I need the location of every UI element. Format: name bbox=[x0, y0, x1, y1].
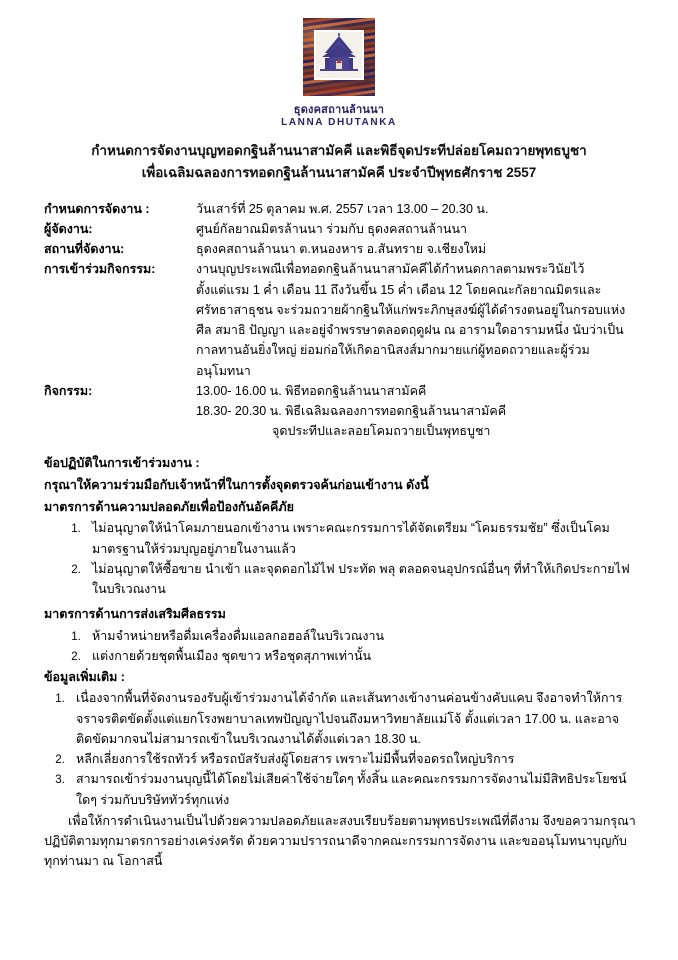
list-item: 2. ไม่อนุญาตให้ซื้อขาย นำเข้า และจุดดอกไม้ไฟ ประทัด พลุ ตลอดจนอุปกรณ์อื่นๆ ที่ทำให้เกิดประกายไฟในบริเวณงาน bbox=[84, 559, 638, 600]
activity-line: 13.00- 16.00 น. พิธีทอดกฐินล้านนาสามัคคี bbox=[196, 383, 427, 398]
info-row-organizer bbox=[44, 219, 638, 239]
list-item: 2. แต่งกายด้วยชุดพื้นเมือง ชุดขาว หรือชุดสุภาพเท่านั้น bbox=[84, 646, 638, 666]
label-venue: สถานที่จัดงาน: bbox=[44, 242, 125, 257]
document-body bbox=[0, 199, 678, 872]
list-item: 1. ไม่อนุญาตให้นำโคมภายนอกเข้างาน เพราะคณะกรรมการได้จัดเตรียม “โคมธรรมชัย” ซึ่งเป็นโคมมาตรฐานให้ร่วมบุญอยู่ภายในงานแล้ว bbox=[84, 518, 638, 559]
list-item: 2. หลีกเลี่ยงการใช้รถทัวร์ หรือรถบัสรับส่งผู้โดยสาร เพราะไม่มีพื้นที่จอดรถใหญ่บริการ bbox=[68, 749, 638, 769]
pavilion-icon bbox=[314, 30, 364, 80]
list-item: 3. สามารถเข้าร่วมงานบุญนี้ได้โดยไม่เสียค่าใช้จ่ายใดๆ ทั้งสิ้น และคณะกรรมการจัดงานไม่มีสิทธิประโยชน์ใดๆ ร่วมกับบริษัททัวร์ทุกแห่ง bbox=[68, 769, 638, 810]
activity-line-indented: จุดประทีปและลอยโคมถวายเป็นพุทธบูชา bbox=[272, 424, 491, 439]
participation-line: ศีล สมาธิ ปัญญา และอยู่จำพรรษาตลอดฤดูฝน ณ อารามใดอารามหนึ่ง นับว่าเป็น bbox=[196, 323, 624, 338]
participation-line: กาลทานอันยิ่งใหญ่ ย่อมก่อให้เกิดอานิสงส์มากมายแก่ผู้ทอดถวายและผู้ร่วม bbox=[196, 343, 590, 358]
regulations-heading: ข้อปฏิบัติในการเข้าร่วมงาน : bbox=[44, 455, 200, 470]
morality-list bbox=[44, 626, 638, 667]
label-organizer: ผู้จัดงาน: bbox=[44, 221, 93, 236]
participation-line: อนุโมทนา bbox=[196, 363, 251, 378]
document-title bbox=[0, 140, 678, 185]
spacer bbox=[44, 442, 638, 451]
list-item: 1. ห้ามจำหน่ายหรือดื่มเครื่องดื่มแอลกอฮอล์ในบริเวณงาน bbox=[84, 626, 638, 646]
info-row-schedule bbox=[44, 199, 638, 219]
info-row-participation bbox=[44, 259, 638, 381]
participation-line: งานบุญประเพณีเพื่อทอดกฐินล้านนาสามัคคีได้กำหนดกาลตามพระวินัยไว้ bbox=[196, 262, 585, 277]
regulations-intro: กรุณาให้ความร่วมมือกับเจ้าหน้าที่ในการตั้งจุดตรวจค้นก่อนเข้างาน ดังนี้ bbox=[44, 477, 429, 492]
fire-safety-list bbox=[44, 518, 638, 599]
logo-english-name: LANNA DHUTANKA bbox=[281, 116, 397, 128]
value-schedule: วันเสาร์ที่ 25 ตุลาคม พ.ศ. 2557 เวลา 13.00 – 20.30 น. bbox=[196, 201, 489, 216]
title-line-1: กำหนดการจัดงานบุญทอดกฐินล้านนาสามัคคี และพิธีจุดประทีปล่อยโคมถวายพุทธบูชา bbox=[91, 143, 587, 159]
value-venue: ธุดงคสถานล้านนา ต.หนองหาร อ.สันทราย จ.เชียงใหม่ bbox=[196, 242, 487, 257]
label-schedule: กำหนดการจัดงาน : bbox=[44, 201, 150, 216]
closing-paragraph: เพื่อให้การดำเนินงานเป็นไปด้วยความปลอดภัยและสงบเรียบร้อยตามพุทธประเพณีที่ดีงาม จึงขอความกรุณาปฏิบัติตามทุกมาตรการอย่างเคร่งครัด ด้วยความปรารถนาดีจากคณะกรรมการจัดงาน และขออนุโมทนาบุญกับทุกท่านมา ณ โอกาสนี้ bbox=[44, 813, 636, 869]
value-activities bbox=[196, 381, 638, 442]
additional-info-list bbox=[44, 688, 638, 810]
activity-line: 18.30- 20.30 น. พิธีเฉลิมฉลองการทอดกฐินล้านนาสามัคคี bbox=[196, 404, 507, 419]
logo-mark bbox=[303, 18, 375, 96]
info-row-activities bbox=[44, 381, 638, 442]
participation-line: ศรัทธาสาธุชน จะร่วมถวายผ้ากฐินให้แก่พระภิกษุสงฆ์ผู้ได้ดำรงตนอยู่ในกรอบแห่ง bbox=[196, 302, 626, 317]
fire-safety-heading: มาตรการด้านความปลอดภัยเพื่อป้องกันอัคคีภัย bbox=[44, 500, 294, 515]
title-line-2: เพื่อเฉลิมฉลองการทอดกฐินล้านนาสามัคคี ประจำปีพุทธศักราช 2557 bbox=[141, 165, 537, 181]
additional-info-heading: ข้อมูลเพิ่มเติม : bbox=[44, 670, 125, 685]
participation-line: ตั้งแต่แรม 1 ค่ำ เดือน 11 ถึงวันขึ้น 15 ค่ำ เดือน 12 โดยคณะกัลยาณมิตรและ bbox=[196, 282, 602, 297]
logo-thai-name: ธุดงคสถานล้านนา bbox=[293, 104, 385, 116]
value-organizer: ศูนย์กัลยาณมิตรล้านนา ร่วมกับ ธุดงคสถานล้านนา bbox=[196, 221, 468, 236]
list-item: 1. เนื่องจากพื้นที่จัดงานรองรับผู้เข้าร่วมงานได้จำกัด และเส้นทางเข้างานค่อนข้างคับแคบ จึงอาจทำให้การจราจรติดขัดตั้งแต่แยกโรงพยาบาลเทพปัญญาไปจนถึงมหาวิทยาลัยแม่โจ้ ตั้งแต่เวลา 17.00 น. และอาจติดขัดมากจนไม่สามารถเข้าในบริเวณงานได้ตั้งแต่เวลา 18.30 น. bbox=[68, 688, 638, 749]
label-activities: กิจกรรม: bbox=[44, 383, 93, 398]
value-participation bbox=[196, 259, 638, 381]
info-row-venue bbox=[44, 239, 638, 259]
organization-logo bbox=[0, 0, 678, 128]
morality-heading: มาตรการด้านการส่งเสริมศีลธรรม bbox=[44, 607, 226, 622]
label-participation: การเข้าร่วมกิจกรรม: bbox=[44, 262, 156, 277]
